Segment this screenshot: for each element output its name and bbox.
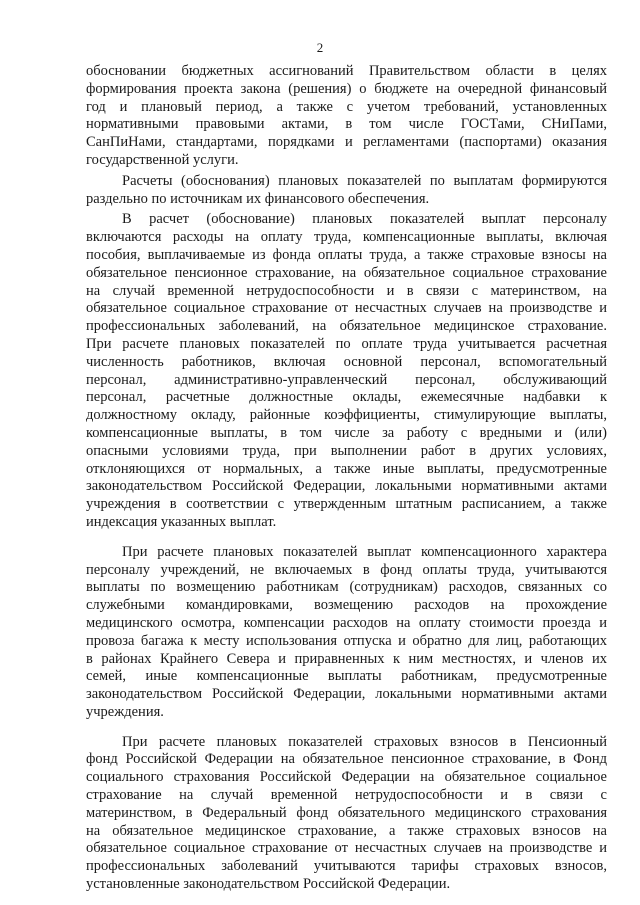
- text-line: фонд Российской Федерации на обязательное пенсионное страхование, в Фонд: [86, 751, 607, 768]
- text-line: обосновании бюджетных ассигнований Правительством области в целях: [86, 63, 607, 79]
- paragraph: [86, 211, 607, 531]
- text-line: обязательное пенсионное страхование, на обязательное социальное страхование: [86, 264, 607, 281]
- text-line: индексация указанных выплат.: [86, 513, 277, 530]
- text-line: страхование на случай временной нетрудоспособности и в связи с: [86, 787, 607, 804]
- text-line: служебными командировками, возмещению расходов на прохождение: [86, 597, 607, 614]
- text-line: пособия, выплачиваемые из фонда оплаты труда, а также страховые взносы на: [86, 246, 607, 263]
- text-line: При расчете плановых показателей по оплате труда учитывается расчетная: [86, 335, 607, 352]
- text-line: установленные законодательством Российской Федерации.: [86, 876, 451, 893]
- text-line: формирования проекта закона (решения) о бюджете на очередной финансовый: [86, 80, 607, 97]
- text-line: провоза багажа к месту использования отпуска и обратно для лиц, работающих: [86, 632, 607, 649]
- text-line: социального страхования Российской Федерации на обязательное социальное: [86, 769, 607, 786]
- text-line: выплаты по возмещению работникам (сотрудникам) расходов, связанных со: [86, 579, 607, 596]
- text-line: на случай временной нетрудоспособности и в связи с материнством, на: [86, 282, 607, 299]
- text-line: профессиональных заболеваний учитываются тарифы страховых взносов,: [86, 858, 607, 875]
- text-line: включаются расходы на оплату труда, компенсационные выплаты, включая: [86, 229, 607, 246]
- text-line: на обязательное медицинское страхование, а также страховых взносов на: [86, 822, 607, 839]
- text-line: законодательством Российской Федерации, локальными нормативными актами: [86, 686, 607, 703]
- paragraph: [86, 63, 607, 170]
- text-line: в районах Крайнего Севера и приравненных к ним местностях, и членов их: [86, 650, 607, 667]
- text-line: год и плановый период, а также с учетом требований, установленных: [86, 98, 607, 115]
- paragraph: [86, 173, 607, 209]
- text-line: учреждения.: [86, 703, 164, 720]
- text-line: должностному окладу, районные коэффициенты, стимулирующие выплаты,: [86, 407, 607, 424]
- text-line: СанПиНами, стандартами, порядками и регламентами (паспортами) оказания: [86, 134, 607, 151]
- text-line: опасными условиями труда, при выполнении работ в других условиях,: [86, 442, 607, 459]
- text-line: В расчет (обоснование) плановых показателей выплат персоналу: [122, 211, 607, 228]
- text-line: обязательное социальное страхование от несчастных случаев на производстве и: [86, 300, 607, 317]
- text-line: законодательством Российской Федерации, локальными нормативными актами: [86, 478, 607, 495]
- text-line: При расчете плановых показателей страховых взносов в Пенсионный: [122, 733, 607, 750]
- paragraph: [86, 544, 607, 722]
- text-line: компенсационные выплаты, в том числе за работу с вредными и (или): [86, 424, 607, 441]
- text-line: численность работников, включая основной персонал, вспомогательный: [86, 353, 607, 370]
- text-line: При расчете плановых показателей выплат компенсационного характера: [122, 543, 607, 560]
- text-line: персонал, расчетные должностные оклады, ежемесячные надбавки к: [86, 389, 607, 406]
- document-body: [86, 63, 607, 894]
- text-line: Расчеты (обоснования) плановых показателей по выплатам формируются: [122, 172, 607, 189]
- text-line: обязательное социальное страхование от несчастных случаев на производстве и: [86, 840, 607, 857]
- text-line: медицинского осмотра, компенсации расходов на оплату стоимости проезда и: [86, 614, 607, 631]
- paragraph: [86, 734, 607, 894]
- text-line: персоналу учреждений, не включаемых в фонд оплаты труда, учитываются: [86, 561, 607, 578]
- page-number: 2: [316, 40, 324, 55]
- text-line: государственной услуги.: [86, 151, 239, 168]
- text-line: профессиональных заболеваний, на обязательное медицинское страхование.: [86, 318, 607, 335]
- text-line: учреждения в соответствии с утвержденным штатным расписанием, а также: [86, 496, 607, 513]
- text-line: материнством, в Федеральный фонд обязательного медицинского страхования: [86, 804, 607, 821]
- text-line: семей, иные компенсационные выплаты работникам, предусмотренные: [86, 668, 607, 685]
- text-line: персонал, административно-управленческий персонал, обслуживающий: [86, 371, 607, 388]
- text-line: раздельно по источникам их финансового обеспечения.: [86, 190, 430, 207]
- text-line: отклоняющихся от нормальных, а также иные выплаты, предусмотренные: [86, 460, 607, 477]
- text-line: нормативными правовыми актами, в том числе ГОСТами, СНиПами,: [86, 116, 607, 133]
